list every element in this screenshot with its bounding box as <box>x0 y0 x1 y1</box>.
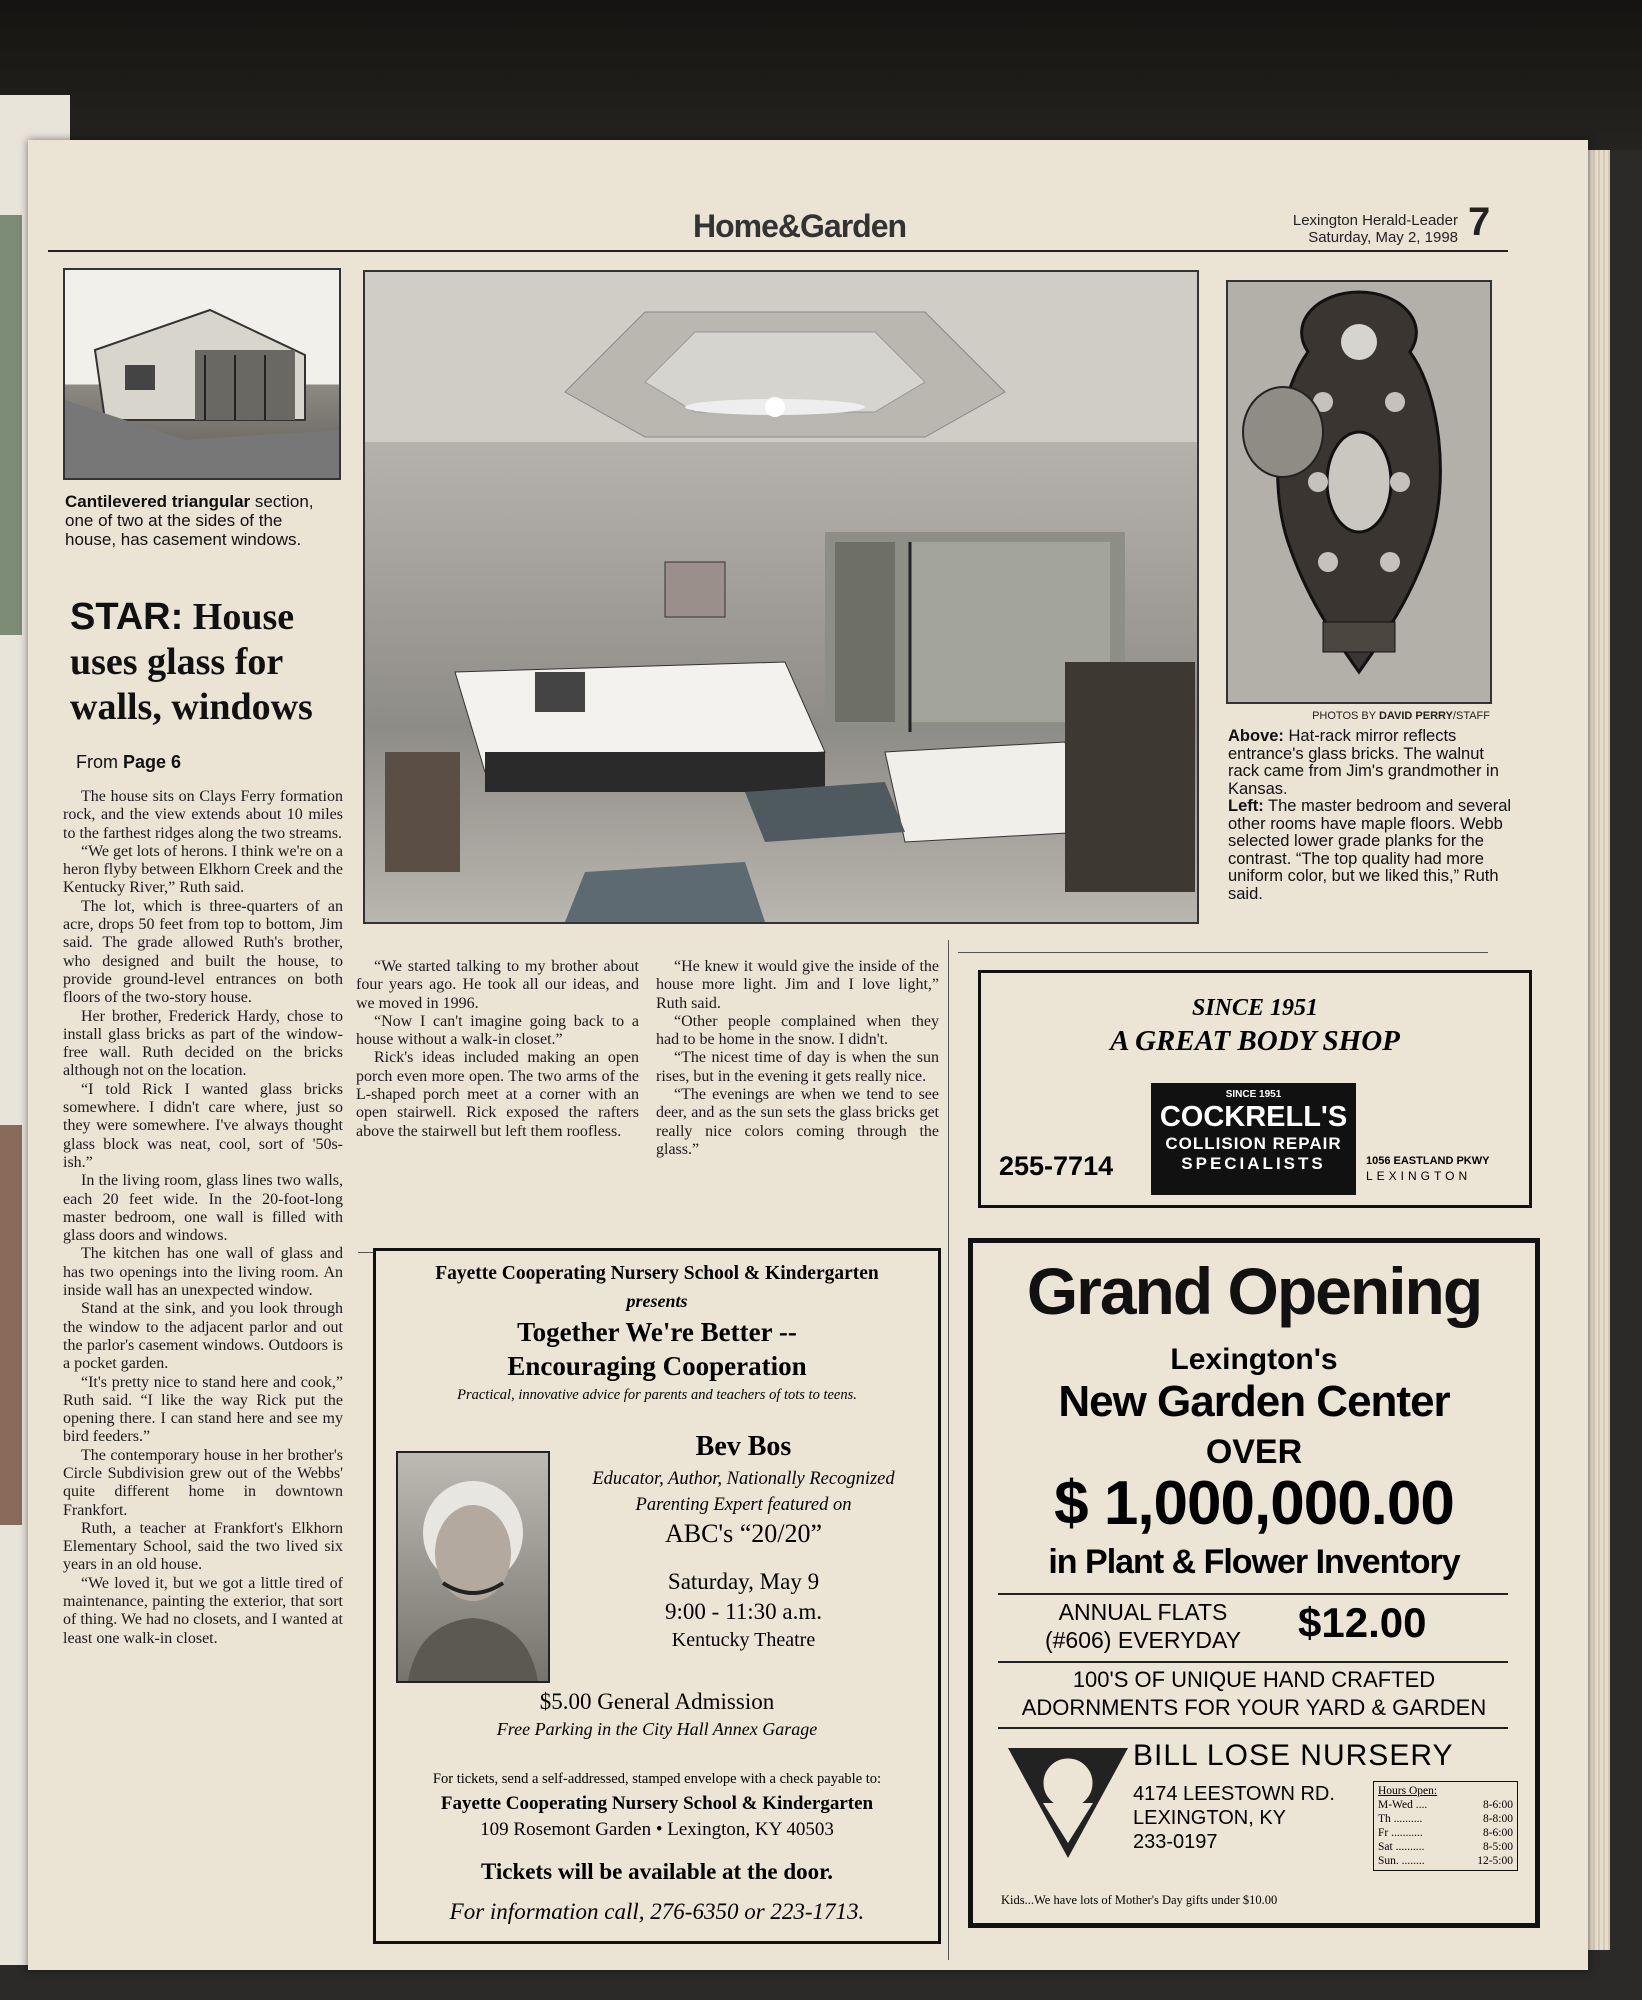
cockrells-logo <box>1151 1083 1356 1195</box>
article-paragraph: Ruth, a teacher at Frankfort's Elkhorn Elementary School, said the two lived six years in an old house. <box>63 1519 343 1574</box>
payee-address: 109 Rosemont Garden • Lexington, KY 40503 <box>480 1819 834 1840</box>
garden-center-ad <box>968 1238 1540 1928</box>
hours-day: Sun. ........ <box>1378 1855 1425 1867</box>
article-paragraph: “We get lots of herons. I think we're on a heron flyby between Elkhorn Creek and the Kentucky River,” Ruth said. <box>63 842 343 897</box>
garden-rule-2 <box>998 1661 1508 1663</box>
logo-name: COCKRELL'S <box>1159 1101 1348 1133</box>
hours-row <box>1378 1798 1513 1812</box>
jump-label: From <box>76 752 118 772</box>
hours-day: M-Wed .... <box>1378 1799 1428 1811</box>
inventory-amount: $ 1,000,000.00 <box>1054 1469 1454 1538</box>
garden-rule-1 <box>998 1593 1508 1595</box>
article-paragraph: “I told Rick I wanted glass bricks somewhere. I didn't care where, just so they were somewhere. I've always thought glass block was neat, cool, sort of '50s-ish.” <box>63 1080 343 1171</box>
speaker-desc-1: Educator, Author, Nationally Recognized <box>592 1469 895 1489</box>
house-photo-caption <box>65 492 335 549</box>
speaker-photo <box>396 1451 550 1683</box>
article-paragraph: Stand at the sink, and you look through the window to the adjacent parlor and out the parlor's casement windows. Outdoors is a pocket garden. <box>63 1300 343 1373</box>
event-date: Saturday, May 9 <box>667 1569 820 1594</box>
event-time: 9:00 - 11:30 a.m. <box>665 1599 822 1624</box>
nursery-addr-1: 4174 LEESTOWN RD. <box>1133 1783 1335 1805</box>
garden-rule-3 <box>998 1727 1508 1729</box>
event-title-2: Encouraging Cooperation <box>507 1351 807 1381</box>
kids-note: Kids...We have lots of Mother's Day gifts under $10.00 <box>1001 1893 1278 1907</box>
article-column-1 <box>63 788 343 1648</box>
event-parking: Free Parking in the City Hall Annex Garage <box>496 1719 818 1739</box>
ad-tagline: A GREAT BODY SHOP <box>1110 1025 1400 1057</box>
ad-city: LEXINGTON <box>1366 1169 1472 1183</box>
event-price: $5.00 General Admission <box>539 1689 775 1714</box>
article-paragraph: “We started talking to my brother about four years ago. He took all our ideas, and we moved in 1996. <box>356 958 639 1012</box>
speaker-name: Bev Bos <box>695 1431 792 1462</box>
hours-title: Hours Open: <box>1378 1785 1438 1797</box>
caption-above <box>1228 728 1518 798</box>
article-paragraph: “The nicest time of day is when the sun rises, but in the evening it gets really nice. <box>656 1049 939 1085</box>
bedroom-photo <box>363 270 1199 924</box>
hours-time: 12-5:00 <box>1477 1855 1513 1867</box>
hours-list <box>1378 1798 1513 1868</box>
hours-time: 8-8:00 <box>1482 1813 1513 1825</box>
info-line: For information call, 276-6350 or 223-1713. <box>449 1899 865 1924</box>
event-venue: Kentucky Theatre <box>671 1629 816 1651</box>
article-paragraph: The contemporary house in her brother's Circle Subdivision grew out of the Webbs' quite different home in downtown Frankfort. <box>63 1446 343 1519</box>
over-label: OVER <box>1205 1433 1303 1471</box>
header-rule <box>48 250 1508 252</box>
nursery-logo <box>1003 1743 1133 1863</box>
hours-time: 8-6:00 <box>1482 1799 1513 1811</box>
adornments-line-1: 100'S OF UNIQUE HAND CRAFTED <box>1072 1667 1436 1692</box>
jump-line <box>76 752 181 773</box>
hours-row <box>1378 1826 1513 1840</box>
hours-row <box>1378 1840 1513 1854</box>
hours-row <box>1378 1854 1513 1868</box>
event-subtitle: Practical, innovative advice for parents and teachers of tots to teens. <box>457 1387 857 1403</box>
event-title-1: Together We're Better -- <box>517 1317 797 1347</box>
caption-lead: Cantilevered triangular <box>65 492 251 511</box>
article-headline <box>70 595 350 730</box>
bedroom-illustration <box>365 272 1197 922</box>
ad-separator-rule <box>958 952 1488 953</box>
hours-day: Th .......... <box>1378 1813 1423 1825</box>
payee: Fayette Cooperating Nursery School & Kindergarten <box>440 1793 874 1814</box>
headline-title: House uses glass for walls, windows <box>70 596 313 728</box>
nursery-school-ad <box>373 1248 941 1944</box>
hours-time: 8-5:00 <box>1482 1841 1513 1853</box>
caption-above-text: Hat-rack mirror reflects entrance's glass bricks. The walnut rack came from Jim's grandmother in Kansas. <box>1228 727 1499 798</box>
article-paragraph: Rick's ideas included making an open porch even more open. The two arms of the L-shaped porch meet at a corner with an open stairwell. Rick exposed the rafters above the stairwell but left them roofless. <box>356 1049 639 1140</box>
flats-line-2: (#606) EVERYDAY <box>1044 1627 1242 1653</box>
presents: presents <box>626 1291 688 1311</box>
garden-line-2: New Garden Center <box>1058 1377 1450 1426</box>
article-paragraph: In the living room, glass lines two walls, each 20 feet wide. In the 20-foot-long master bedroom, one wall is filled with glass doors and windows. <box>63 1172 343 1245</box>
caption-left-label: Left: <box>1228 797 1264 815</box>
credit-name: DAVID PERRY <box>1378 710 1453 722</box>
article-paragraph: “We loved it, but we got a little tired of maintenance, painting the exterior, that sort of thing. We had no closets, and I wanted at least one walk-in closet. <box>63 1574 343 1647</box>
cockrells-ad <box>978 970 1532 1208</box>
garden-line-1: Lexington's <box>1170 1343 1338 1376</box>
logo-line3: SPECIALISTS <box>1181 1154 1326 1173</box>
article-paragraph: Her brother, Frederick Hardy, chose to install glass bricks as part of the window-free wall. Ruth decided on the bricks although not on the location. <box>63 1007 343 1080</box>
ad-address: 1056 EASTLAND PKWY <box>1366 1155 1490 1167</box>
article-paragraph: “Other people complained when they had to be home in the snow. I didn't. <box>656 1012 939 1049</box>
hours-time: 8-6:00 <box>1482 1827 1513 1839</box>
speaker-portrait <box>398 1453 548 1681</box>
photo-captions <box>1228 728 1518 903</box>
flats-line-1: ANNUAL FLATS <box>1058 1599 1228 1625</box>
hat-rack-photo <box>1226 280 1492 704</box>
article-paragraph: The lot, which is three-quarters of an acre, drops 50 feet from top to bottom, Jim said. The grade allowed Ruth's brother, who designed and built the house, to provide ground-level entrances on both floors of the two-story house. <box>63 897 343 1007</box>
logo-since: SINCE 1951 <box>1225 1089 1282 1100</box>
photo-credit <box>1228 710 1490 722</box>
caption-text: section, one of two at the sides of the house, has casement windows. <box>65 492 314 549</box>
grand-opening-headline: Grand Opening <box>1026 1254 1482 1328</box>
ad-since: SINCE 1951 <box>1191 995 1319 1021</box>
article-paragraph: “It's pretty nice to stand here and cook,” Ruth said. “I like the way Rick put the opening there. I can stand here and see my bird feeders.” <box>63 1373 343 1446</box>
jump-page: Page 6 <box>123 752 182 772</box>
door-note: Tickets will be available at the door. <box>480 1859 834 1884</box>
inventory-label: in Plant & Flower Inventory <box>1048 1543 1460 1581</box>
article-column-2 <box>356 958 639 1141</box>
nursery-name: BILL LOSE NURSERY <box>1133 1739 1454 1772</box>
dark-background <box>0 0 1642 150</box>
headline-kicker: STAR: <box>70 596 184 638</box>
ad-phone: 255-7714 <box>999 1151 1114 1181</box>
flats-price: $12.00 <box>1298 1599 1427 1646</box>
hours-box <box>1373 1781 1518 1871</box>
masthead <box>1258 212 1458 246</box>
caption-above-label: Above: <box>1228 727 1284 745</box>
article-paragraph: The kitchen has one wall of glass and has two openings into the living room. An inside wall has an unexpected window. <box>63 1245 343 1300</box>
nursery-phone: 233-0197 <box>1133 1831 1218 1853</box>
hat-rack-illustration <box>1228 282 1490 702</box>
page-number: 7 <box>1468 200 1491 244</box>
speaker-desc-2: Parenting Expert featured on <box>635 1495 852 1515</box>
article-column-3 <box>656 958 939 1159</box>
caption-left <box>1228 798 1518 903</box>
article-paragraph: The house sits on Clays Ferry formation rock, and the view extends about 10 miles to the farthest ridges along the two streams. <box>63 788 343 842</box>
logo-line2: COLLISION REPAIR <box>1165 1134 1342 1153</box>
section-name: Home&Garden <box>693 208 907 244</box>
column-rule <box>948 940 949 1960</box>
article-paragraph: “He knew it would give the inside of the house more light. Jim and I love light,” Ruth said. <box>656 958 939 1012</box>
hours-row <box>1378 1812 1513 1826</box>
issue-date: Saturday, May 2, 1998 <box>1308 229 1458 246</box>
newspaper-page <box>28 140 1588 1970</box>
nursery-addr-2: LEXINGTON, KY <box>1133 1807 1287 1829</box>
hours-day: Sat .......... <box>1378 1841 1425 1853</box>
hours-day: Fr ........... <box>1378 1827 1423 1839</box>
adornments-line-2: ADORNMENTS FOR YOUR YARD & GARDEN <box>1021 1695 1487 1720</box>
credit-suffix: /STAFF <box>1452 710 1490 722</box>
article-paragraph: “The evenings are when we tend to see deer, and as the sun sets the glass bricks get really nice colors coming through the glass.” <box>656 1086 939 1158</box>
credit-label: PHOTOS BY <box>1312 710 1376 722</box>
paper-name: Lexington Herald-Leader <box>1292 212 1458 229</box>
article-paragraph: “Now I can't imagine going back to a house without a walk-in closet.” <box>356 1012 639 1049</box>
house-illustration <box>65 270 339 478</box>
org-name: Fayette Cooperating Nursery School & Kindergarten <box>435 1263 879 1284</box>
tv-show: ABC's “20/20” <box>664 1519 823 1548</box>
house-photo <box>63 268 341 480</box>
tickets-note: For tickets, send a self-addressed, stamped envelope with a check payable to: <box>432 1771 882 1787</box>
caption-left-text: The master bedroom and several other rooms have maple floors. Webb selected lower grade planks for the contrast. “The top quality had more uniform color, but we liked this,” Ruth said. <box>1228 797 1512 903</box>
